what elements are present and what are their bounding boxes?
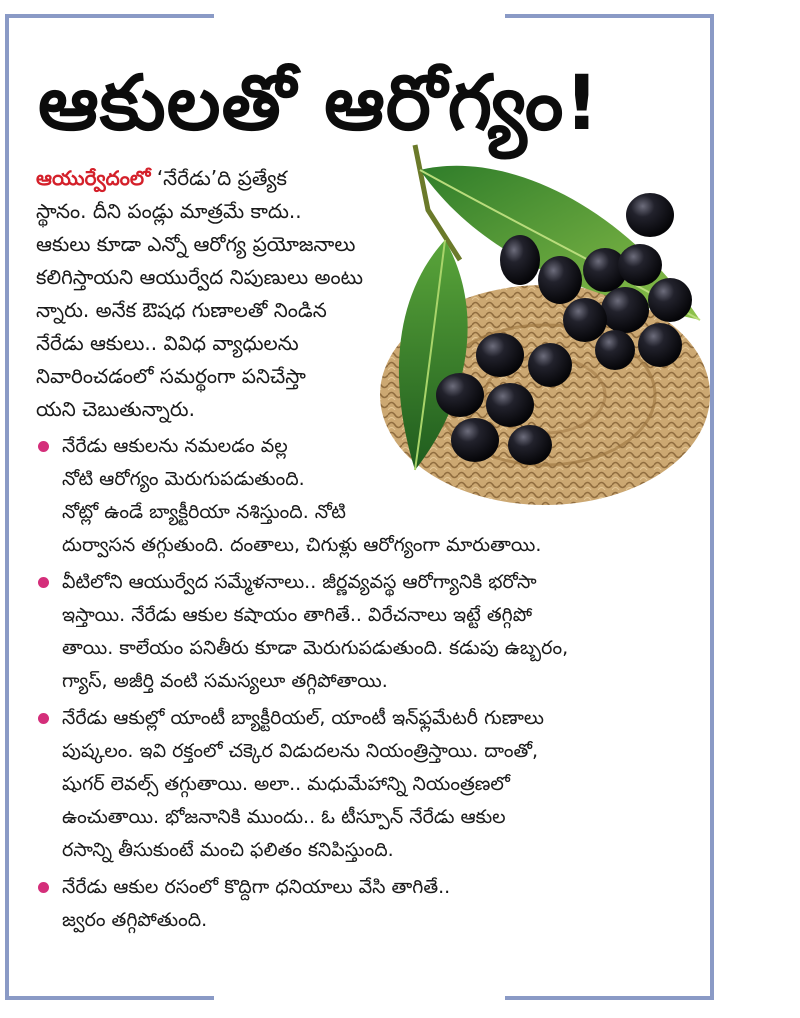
intro-first-line [36, 162, 436, 195]
intro-first-line-rest: ‘నేరేడు’ది ప్రత్యేక [150, 166, 287, 190]
bullet-list [36, 430, 716, 937]
bullet-dot-icon [38, 577, 49, 588]
bullet-item-digestion [36, 566, 716, 698]
bullet-line: నేరేడు ఆకులను నమలడం వల్ల [62, 435, 288, 457]
frame-bottom-right [505, 996, 714, 1000]
bullet-line: వీటిలోని ఆయుర్వేద సమ్మేళనాలు.. జీర్ణవ్యవస్థ ఆరోగ్యానికి భరోసా [62, 571, 537, 593]
bullet-line: గ్యాస్, అజీర్తి వంటి సమస్యలూ తగ్గిపోతాయి. [62, 670, 388, 692]
bullet-item-diabetes [36, 702, 716, 867]
bullet-line: నోట్లో ఉండే బ్యాక్టీరియా నశిస్తుంది. నోటి [62, 501, 346, 523]
intro-line: యని చెబుతున్నారు. [36, 397, 195, 421]
headline: ఆకులతో ఆరోగ్యం! [38, 58, 601, 147]
intro-line: ఆకులు కూడా ఎన్నో ఆరోగ్య ప్రయోజనాలు [36, 232, 356, 256]
bullet-dot-icon [38, 882, 49, 893]
bullet-line: ఉంచుతాయి. భోజనానికి ముందు.. ఓ టీస్పూన్ నేరేడు ఆకుల [62, 806, 506, 828]
bullet-line: రసాన్ని తీసుకుంటే మంచి ఫలితం కనిపిస్తుంది. [62, 839, 394, 861]
intro-line: స్థానం. దీని పండ్లు మాత్రమే కాదు.. [36, 199, 302, 223]
bullet-item-fever [36, 871, 716, 937]
bullet-line: తాయి. కాలేయం పనితీరు కూడా మెరుగుపడుతుంది. కడుపు ఉబ్బరం, [62, 637, 569, 659]
frame-bottom-left [5, 996, 214, 1000]
frame-left [5, 14, 9, 1000]
frame-top-right [505, 14, 714, 18]
bullet-line: నేరేడు ఆకుల్లో యాంటీ బ్యాక్టీరియల్, యాంటీ ఇన్‌ఫ్లమేటరీ గుణాలు [62, 707, 544, 729]
intro-line: నివారించడంలో సమర్థంగా పనిచేస్తా [36, 364, 306, 388]
bullet-item-oral-health [36, 430, 716, 562]
bullet-line: షుగర్ లెవల్స్ తగ్గుతాయి. అలా.. మధుమేహాన్ని నియంత్రణలో [62, 773, 510, 795]
bullet-line: పుష్కలం. ఇవి రక్తంలో చక్కెర విడుదలను నియంత్రిస్తాయి. దాంతో, [62, 740, 539, 762]
intro-line: కలిగిస్తాయని ఆయుర్వేద నిపుణులు అంటు [36, 265, 363, 289]
intro-line: నేరేడు ఆకులు.. వివిధ వ్యాధులను [36, 331, 299, 355]
intro-paragraph [36, 162, 436, 426]
intro-line: న్నారు. అనేక ఔషధ గుణాలతో నిండిన [36, 298, 327, 322]
bullet-line: జ్వరం తగ్గిపోతుంది. [62, 909, 208, 931]
bullet-line: నేరేడు ఆకుల రసంలో కొద్దిగా ధనియాలు వేసి తాగితే.. [62, 876, 451, 898]
bullet-line: ఇస్తాయి. నేరేడు ఆకుల కషాయం తాగితే.. విరేచనాలు ఇట్టే తగ్గిపో [62, 604, 533, 626]
bullet-dot-icon [38, 441, 49, 452]
bullet-dot-icon [38, 713, 49, 724]
frame-top-left [5, 14, 214, 18]
intro-highlight: ఆయుర్వేదంలో [36, 166, 151, 190]
bullet-line: నోటి ఆరోగ్యం మెరుగుపడుతుంది. [62, 468, 305, 490]
bullet-line: దుర్వాసన తగ్గుతుంది. దంతాలు, చిగుళ్లు ఆరోగ్యంగా మారుతాయి. [62, 534, 542, 556]
